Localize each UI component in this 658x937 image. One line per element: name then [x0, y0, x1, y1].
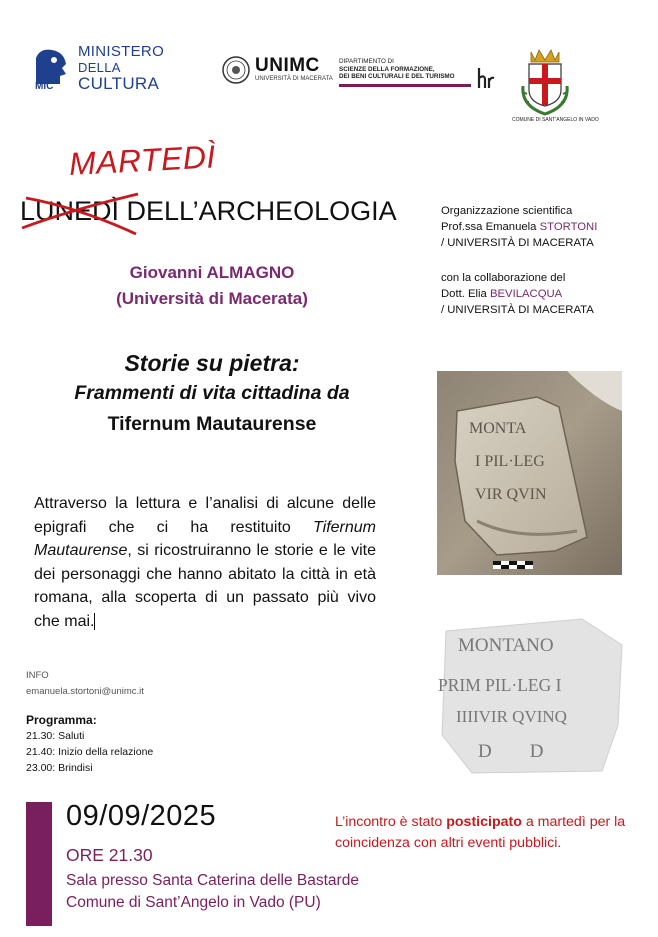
- excavated-stone-photo: [437, 371, 622, 575]
- lecture-title-line-3: Tifernum Mautaurense: [107, 413, 317, 435]
- accent-bar: [26, 802, 52, 926]
- org-institution: / UNIVERSITÀ DI MACERATA: [441, 237, 594, 249]
- info-email[interactable]: emanuela.stortoni@unimc.it: [26, 686, 144, 697]
- unimc-wordmark: UNIMC: [255, 55, 320, 76]
- collab-prefix: Dott. Elia: [441, 288, 490, 300]
- info-block: [26, 668, 144, 700]
- title-replacement: MARTEDÌ: [68, 138, 217, 183]
- program-block: [26, 712, 153, 776]
- dept-line-2: SCIENZE DELLA FORMAZIONE,: [339, 65, 435, 73]
- speaker-name: Giovanni ALMAGNO: [129, 263, 295, 282]
- title-struck-word: LUNEDÌ: [20, 196, 120, 226]
- inscription-line-3: IIIIVIR QVINQ: [456, 707, 567, 726]
- ministero-cultura-logo: [32, 42, 172, 94]
- event-time: ORE 21.30: [66, 845, 153, 865]
- department-logo: [339, 58, 471, 87]
- scale-bar: [493, 561, 533, 569]
- crest-caption: COMUNE DI SANT'ANGELO IN VADO: [512, 117, 599, 123]
- unimc-subtitle: UNIVERSITÀ DI MACERATA: [255, 76, 333, 82]
- photo-text-line-3: VIR QVIN: [475, 486, 547, 503]
- postponement-notice: [335, 812, 655, 854]
- notice-part-1: L’incontro è stato: [335, 814, 447, 830]
- program-item: 21.40: Inizio della relazione: [26, 746, 154, 758]
- program-item: 21.30: Saluti: [26, 730, 85, 742]
- event-date: 09/09/2025: [66, 800, 217, 832]
- org-person-surname: STORTONI: [539, 221, 598, 233]
- dept-line-1: DIPARTIMENTO DI: [339, 58, 394, 65]
- lecture-abstract: [34, 492, 376, 633]
- inscription-line-4: D D: [478, 741, 544, 762]
- title-rest: DELL’ARCHEOLOGIA: [119, 196, 397, 226]
- university-seal-icon: [222, 56, 250, 84]
- scientific-organization: [441, 203, 651, 251]
- collab-institution: / UNIVERSITÀ DI MACERATA: [441, 304, 594, 316]
- mic-wordmark: [78, 44, 164, 92]
- event-venue: [66, 870, 359, 914]
- lecture-title: [12, 348, 412, 440]
- strikethrough-cross: [20, 188, 140, 238]
- municipal-crest-icon: [517, 46, 573, 118]
- inscription-line-1: MONTANO: [458, 635, 554, 656]
- program-item: 23.00: Brindisi: [26, 762, 93, 774]
- mic-line-2: DELLA: [78, 60, 121, 75]
- mic-mark-text: MiC: [35, 81, 54, 90]
- abstract-part-2: , si ricostruiranno le storie e le vite dei personaggi che hanno abitato la città in età romana, alla scoperta di un passato più vivo che mai.: [34, 542, 376, 630]
- photo-text-line-2: I PIL·LEG: [475, 453, 545, 470]
- lecture-title-line-2: Frammenti di vita cittadina da: [74, 382, 350, 404]
- mic-line-1: MINISTERO: [78, 43, 165, 60]
- collaboration: [441, 270, 651, 318]
- collab-label: con la collaborazione del: [441, 272, 566, 284]
- org-label: Organizzazione scientifica: [441, 205, 573, 217]
- speaker-block: [52, 260, 372, 312]
- inscription-drawing: [432, 615, 628, 775]
- abstract-italic: Tifernum Mautaurense: [34, 518, 376, 559]
- photo-text-line-1: MONTA: [469, 420, 527, 437]
- venue-line-1: Sala presso Santa Caterina delle Bastarde: [66, 872, 359, 889]
- program-heading: Programma:: [26, 713, 97, 727]
- lecture-title-line-1: Storie su pietra:: [124, 350, 300, 376]
- mic-line-3: CULTURA: [78, 74, 160, 93]
- collab-surname: BEVILACQUA: [489, 288, 563, 300]
- speaker-affiliation: (Università di Macerata): [116, 289, 308, 308]
- abstract-part-1: Attraverso la lettura e l’analisi di alcune delle epigrafi che ci ha restituito: [34, 495, 376, 536]
- text-cursor: [94, 613, 95, 630]
- inscription-line-2: PRIM PIL·LEG I: [438, 675, 562, 695]
- org-person-prefix: Prof.ssa Emanuela: [441, 221, 540, 233]
- hr-monogram-icon: [476, 66, 496, 92]
- notice-bold: posticipato: [446, 814, 522, 830]
- notice-part-2: a martedì per la coincidenza con altri eventi pubblici.: [335, 814, 626, 851]
- dept-line-3: DEI BENI CULTURALI E DEL TURISMO: [339, 73, 455, 80]
- mic-emblem-icon: [32, 44, 72, 90]
- info-label: INFO: [26, 670, 49, 681]
- unimc-logo: [222, 55, 334, 85]
- organization-block: [441, 203, 651, 337]
- venue-line-2: Comune di Sant’Angelo in Vado (PU): [66, 894, 321, 911]
